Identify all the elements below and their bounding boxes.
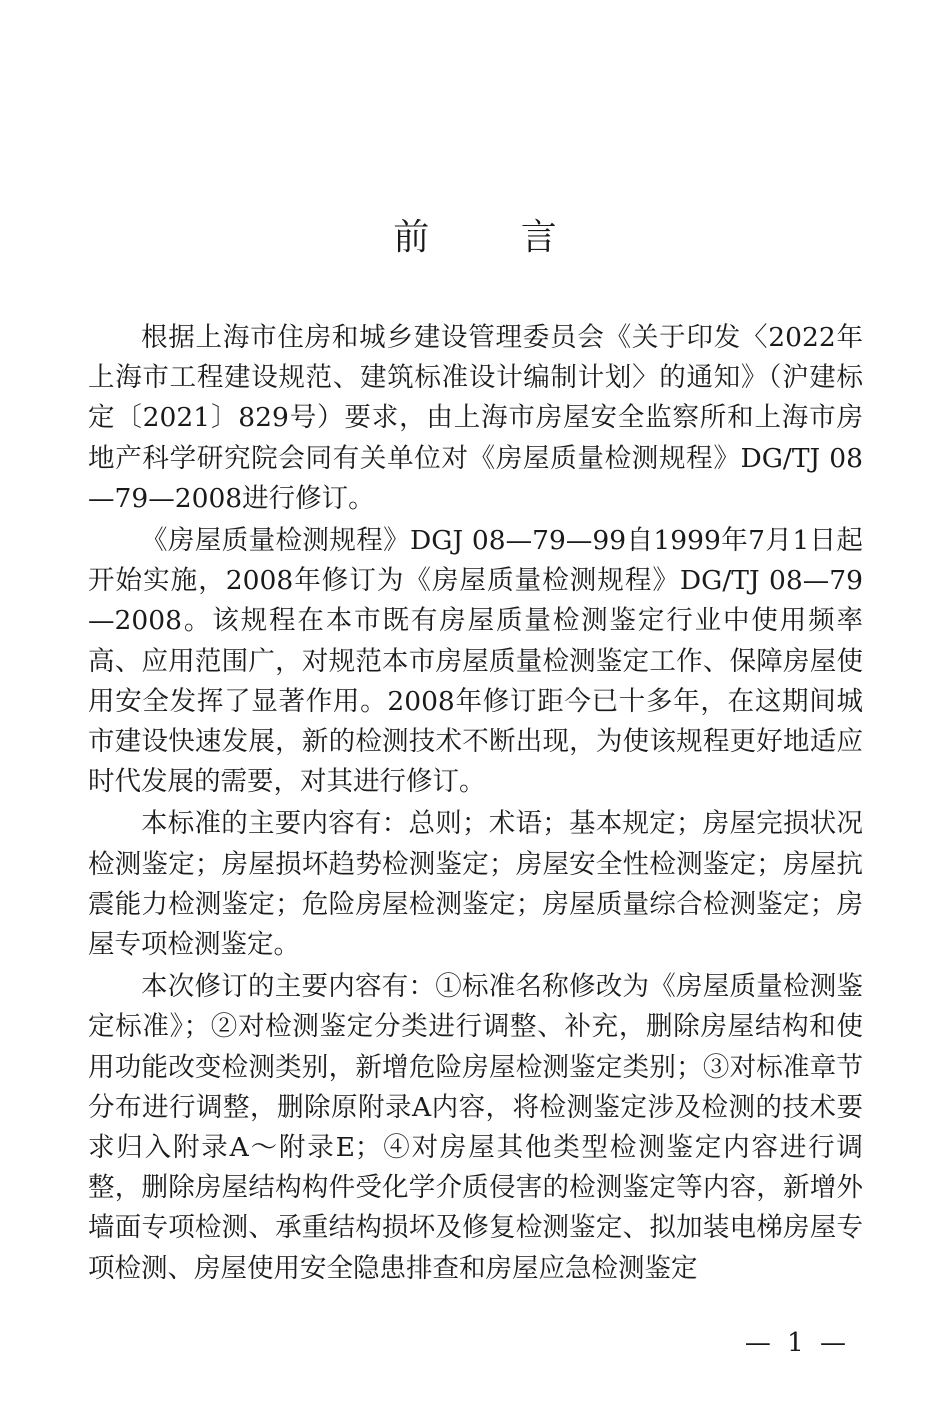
page-title: 前 言 xyxy=(393,217,597,259)
paragraph: 本标准的主要内容有：总则；术语；基本规定；房屋完损状况检测鉴定；房屋损坏趋势检测鉴定；房屋安全性检测鉴定；房屋抗震能力检测鉴定；危险房屋检测鉴定；房屋质量综合检测鉴定；房屋专项检测鉴定。 xyxy=(88,808,863,961)
paragraph: 《房屋质量检测规程》DGJ 08—79—99自1999年7月1日起开始实施，2008年修订为《房屋质量检测规程》DG/TJ 08—79—2008。该规程在本市既有房屋质量检测鉴定行业中使用频率高、应用范围广，对规范本市房屋质量检测鉴定工作、保障房屋使用安全发挥了显著作用。2008年修订距今已十多年，在这期间城市建设快速发展，新的检测技术不断出现，为使该规程更好地适应时代发展的需要，对其进行修订。 xyxy=(88,525,863,798)
paragraph: 本次修订的主要内容有：①标准名称修改为《房屋质量检测鉴定标准》；②对检测鉴定分类进行调整、补充，删除房屋结构和使用功能改变检测类别，新增危险房屋检测鉴定类别；③对标准章节分布进行调整，删除原附录A内容，将检测鉴定涉及检测的技术要求归入附录A～附录E；④对房屋其他类型检测鉴定内容进行调整，删除房屋结构构件受化学介质侵害的检测鉴定等内容，新增外墙面专项检测、承重结构损坏及修复检测鉴定、拟加装电梯房屋专项检测、房屋使用安全隐患排查和房屋应急检测鉴定 xyxy=(88,971,863,1284)
paragraph: 根据上海市住房和城乡建设管理委员会《关于印发〈2022年上海市工程建设规范、建筑标准设计编制计划〉的通知》（沪建标定〔2021〕829号）要求，由上海市房屋安全监察所和上海市房地产科学研究院会同有关单位对《房屋质量检测规程》DG/TJ 08—79—2008进行修订。 xyxy=(88,322,863,514)
body-text xyxy=(88,318,863,1289)
page-number: — 1 — xyxy=(744,1328,850,1358)
